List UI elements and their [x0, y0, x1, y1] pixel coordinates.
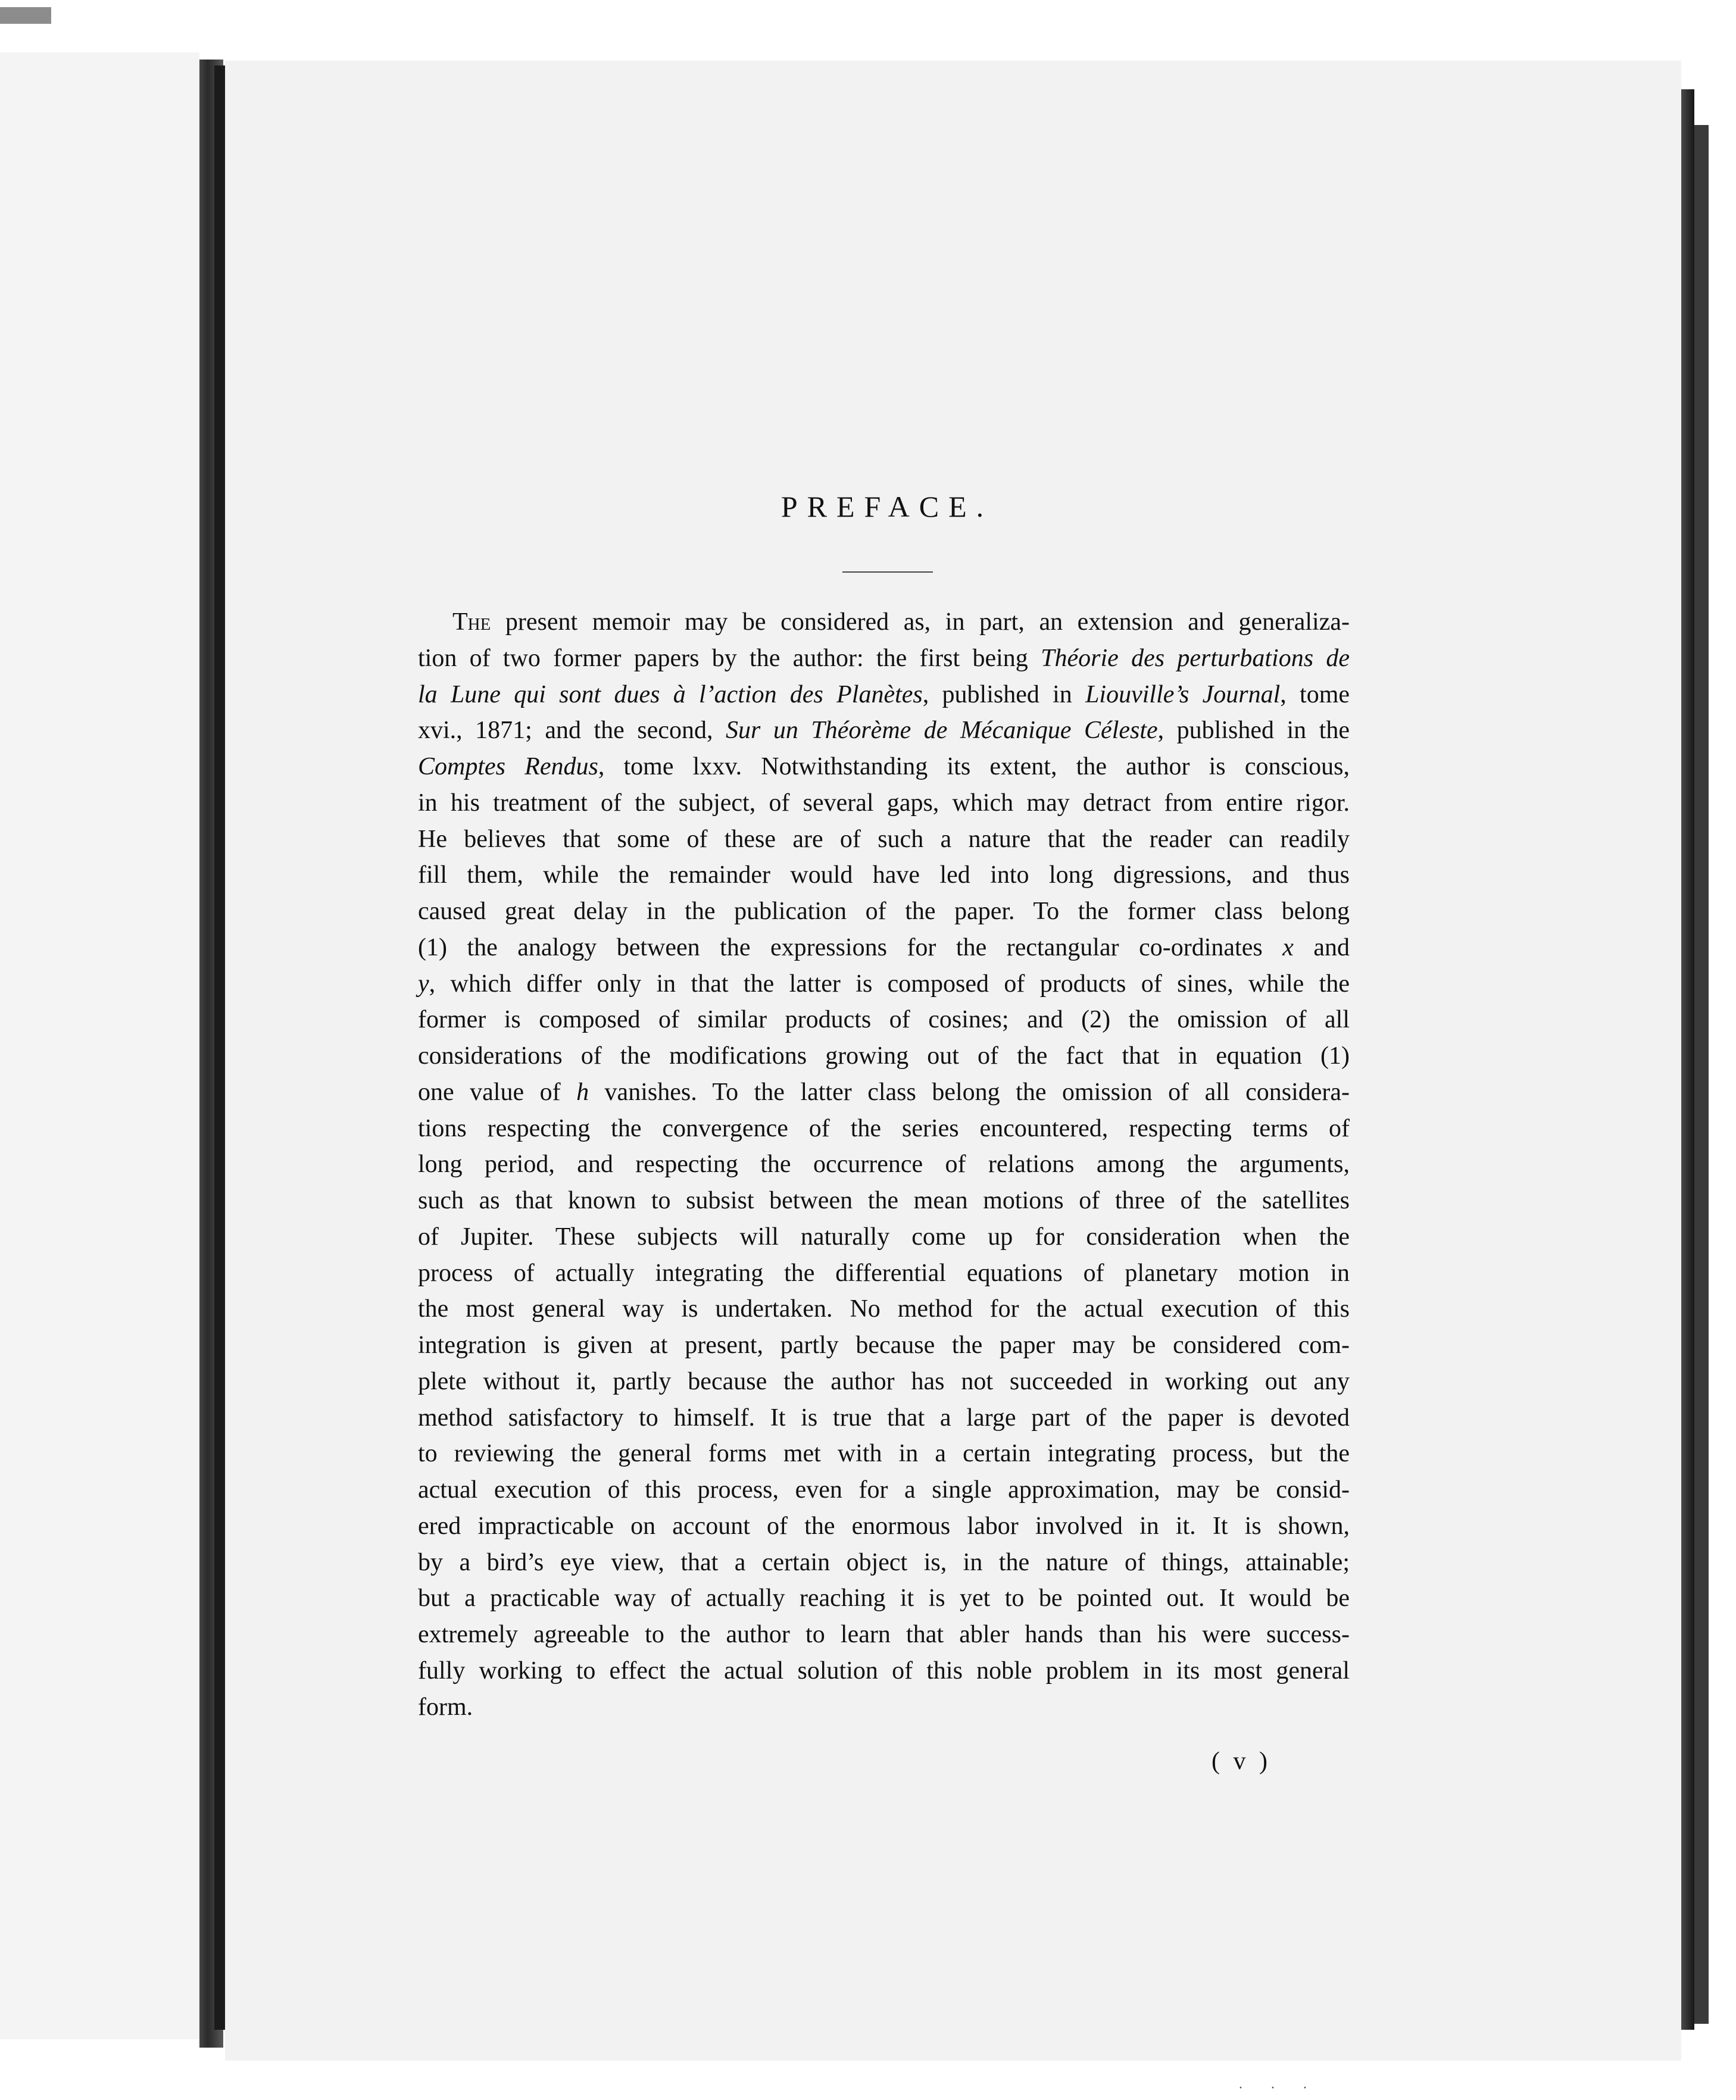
- page-edge-shadow: [1681, 89, 1694, 2030]
- text-line: y, which differ only in that the latter is composed of products of sines, while the: [418, 970, 1350, 998]
- text-line: (1) the analogy between the expressions for the rectangular co-ordinates x and: [418, 933, 1350, 961]
- book-cover-edge: [1694, 125, 1709, 2024]
- text-line: former is composed of similar products of cosines; and (2) the omission of all: [418, 1006, 1350, 1034]
- book-gutter-binding: [214, 65, 225, 2030]
- text-line: form.: [418, 1693, 473, 1721]
- title-divider: [842, 571, 933, 573]
- text-line: He believes that some of these are of such a nature that the reader can readily: [418, 825, 1350, 853]
- text-line: Comptes Rendus, tome lxxv. Notwithstanding its extent, the author is conscious,: [418, 753, 1350, 780]
- text-line: process of actually integrating the differential equations of planetary motion in: [418, 1259, 1350, 1287]
- text-line: of Jupiter. These subjects will naturally come up for consideration when the: [418, 1223, 1350, 1251]
- text-line: the most general way is undertaken. No method for the actual execution of this: [418, 1295, 1350, 1323]
- scan-specks: · · ·: [1238, 2080, 1319, 2096]
- text-line: fill them, while the remainder would have led into long digressions, and thus: [418, 861, 1350, 889]
- text-line: in his treatment of the subject, of several gaps, which may detract from entire rigor.: [418, 789, 1350, 817]
- text-line: one value of h vanishes. To the latter class belong the omission of all considera-: [418, 1078, 1350, 1106]
- text-line: tion of two former papers by the author: the first being Théorie des perturbations de: [418, 644, 1350, 672]
- text-line: fully working to effect the actual solution of this noble problem in its most general: [418, 1657, 1350, 1685]
- text-line: such as that known to subsist between the mean motions of three of the satellites: [418, 1187, 1350, 1214]
- preface-body: [418, 604, 1350, 1725]
- text-line: The present memoir may be considered as, in part, an extension and generaliza-: [452, 608, 1350, 636]
- text-line: extremely agreeable to the author to learn that abler hands than his were success-: [418, 1621, 1350, 1648]
- text-line: tions respecting the convergence of the series encountered, respecting terms of: [418, 1114, 1350, 1142]
- page-number: ( v ): [1212, 1748, 1271, 1775]
- text-line: method satisfactory to himself. It is true that a large part of the paper is devoted: [418, 1404, 1350, 1432]
- text-line: ered impracticable on account of the enormous labor involved in it. It is shown,: [418, 1512, 1350, 1540]
- text-line: long period, and respecting the occurrence of relations among the arguments,: [418, 1151, 1350, 1179]
- text-line: caused great delay in the publication of the paper. To the former class belong: [418, 898, 1350, 925]
- page-title: PREFACE.: [780, 490, 994, 523]
- text-line: but a practicable way of actually reaching it is yet to be pointed out. It would be: [418, 1585, 1350, 1612]
- text-line: la Lune qui sont dues à l’action des Planètes, published in Liouville’s Journal, tome: [418, 680, 1350, 708]
- text-line: xvi., 1871; and the second, Sur un Théorème de Mécanique Céleste, published in the: [418, 717, 1350, 745]
- text-line: plete without it, partly because the author has not succeeded in working out any: [418, 1367, 1350, 1395]
- left-blank-page: [0, 52, 199, 2039]
- scan-corner-mark: [0, 7, 51, 24]
- text-line: actual execution of this process, even for a single approximation, may be consid-: [418, 1476, 1350, 1504]
- text-line: to reviewing the general forms met with in a certain integrating process, but the: [418, 1440, 1350, 1468]
- text-line: considerations of the modifications growing out of the fact that in equation (1): [418, 1042, 1350, 1070]
- text-line: integration is given at present, partly because the paper may be considered com-: [418, 1332, 1350, 1359]
- text-line: by a bird’s eye view, that a certain object is, in the nature of things, attainable;: [418, 1548, 1350, 1576]
